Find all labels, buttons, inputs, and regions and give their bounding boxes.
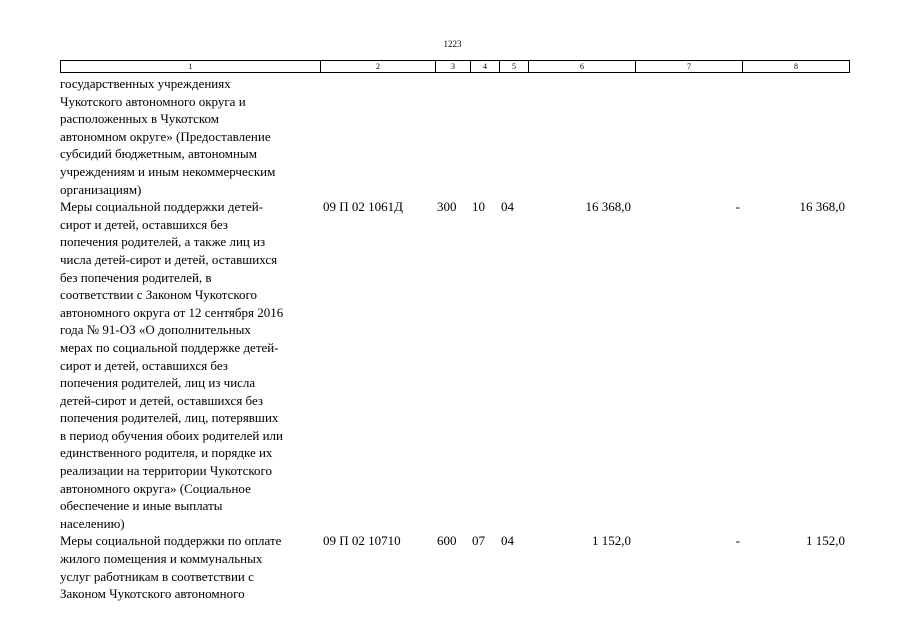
row-sum-3: 1 152,0 xyxy=(806,533,845,549)
row-code: 09 П 02 1061Д xyxy=(323,199,404,215)
row-rz: 07 xyxy=(472,533,485,549)
row-pr: 04 xyxy=(501,199,514,215)
row-rz: 10 xyxy=(472,199,485,215)
row-code: 09 П 02 10710 xyxy=(323,533,401,549)
row-sum-2: - xyxy=(735,533,740,549)
column-header: 5 xyxy=(500,61,529,73)
row-pr: 04 xyxy=(501,533,514,549)
row-vr: 600 xyxy=(437,533,457,549)
row-vr: 300 xyxy=(437,199,457,215)
row-sum-3: 16 368,0 xyxy=(799,199,845,215)
table-row xyxy=(60,198,849,532)
row-name: Меры социальной поддержки по оплате жилого помещения и коммунальных услуг работникам в соответствии с Законом Чукотского автономного xyxy=(60,533,282,602)
row-sum-2: - xyxy=(735,199,740,215)
row-name: государственных учреждениях Чукотского автономного округа и расположенных в Чукотском автономном округе» (Предоставление субсидий бюджетным, автономным учреждениям и иным некоммерческим организациям) xyxy=(60,76,276,197)
row-sum-1: 1 152,0 xyxy=(592,533,631,549)
column-header: 1 xyxy=(61,61,321,73)
table-row xyxy=(60,532,849,602)
column-header: 6 xyxy=(529,61,636,73)
table-body xyxy=(60,75,849,603)
table-header xyxy=(60,60,850,73)
row-name: Меры социальной поддержки детей- сирот и детей, оставшихся без попечения родителей, а также лиц из числа детей-сирот и детей, оставшихся без попечения родителей, в соответствии с Законом Чукотского автономного округа от 12 сентября 2016 года № 91-ОЗ «О дополнительных мерах по социальной поддержке детей- сирот и детей, оставшихся без попечения родителей, лиц из числа детей-сирот и детей, оставшихся без попечения родителей, лиц, потерявших в период обучения обоих родителей или единственного родителя, и порядке их реализации на территории Чукотского автономного округа» (Социальное обеспечение и иные выплаты населению) xyxy=(60,199,284,531)
column-header: 4 xyxy=(471,61,500,73)
column-header: 7 xyxy=(636,61,743,73)
table-row xyxy=(60,75,849,198)
column-header: 8 xyxy=(743,61,850,73)
row-sum-1: 16 368,0 xyxy=(585,199,631,215)
column-header: 2 xyxy=(321,61,436,73)
column-header: 3 xyxy=(436,61,471,73)
page-number: 1223 xyxy=(443,39,462,49)
